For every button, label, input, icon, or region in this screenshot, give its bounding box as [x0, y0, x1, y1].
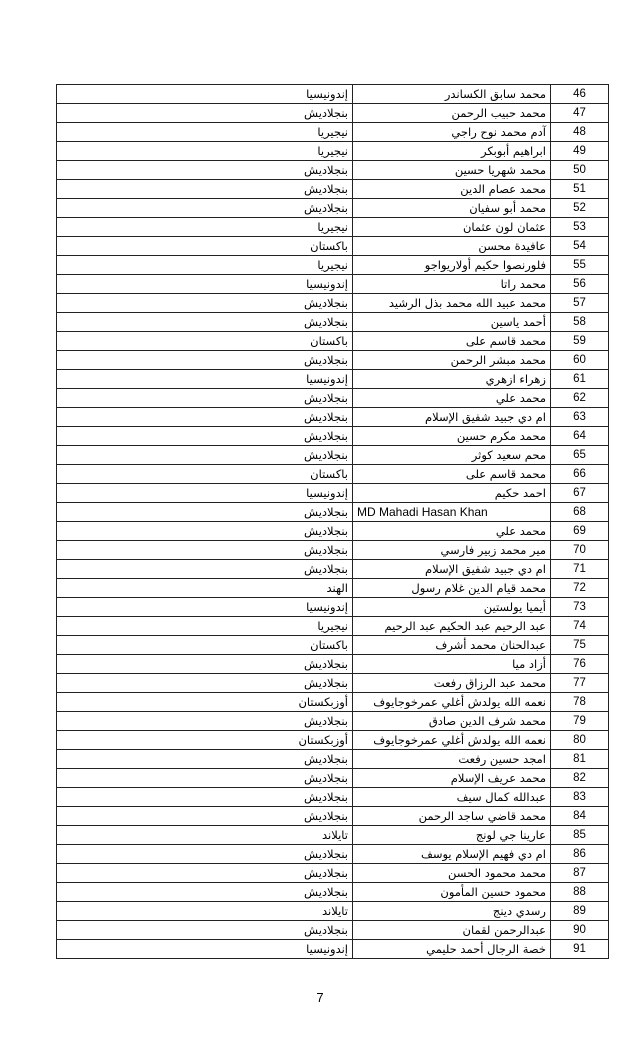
row-number-cell: 68 — [551, 503, 609, 522]
table-row — [57, 579, 609, 598]
table-row — [57, 598, 609, 617]
name-cell: محمد عريف الإسلام — [353, 769, 551, 788]
country-cell: بنجلاديش — [57, 560, 353, 579]
table-row — [57, 674, 609, 693]
name-cell: عبدالله كمال سيف — [353, 788, 551, 807]
country-cell: إندونيسيا — [57, 275, 353, 294]
name-cell: عافيدة محسن — [353, 237, 551, 256]
country-cell: بنجلاديش — [57, 313, 353, 332]
table-row — [57, 237, 609, 256]
table-row — [57, 427, 609, 446]
table-row — [57, 940, 609, 959]
table-row — [57, 655, 609, 674]
table-row — [57, 864, 609, 883]
row-number-cell: 83 — [551, 788, 609, 807]
table-row — [57, 769, 609, 788]
name-cell: محمد قاسم على — [353, 332, 551, 351]
country-cell: بنجلاديش — [57, 389, 353, 408]
table-row — [57, 484, 609, 503]
table-row — [57, 275, 609, 294]
name-cell: محمد عبيد الله محمد بذل الرشيد — [353, 294, 551, 313]
country-cell: تايلاند — [57, 826, 353, 845]
row-number-cell: 58 — [551, 313, 609, 332]
name-cell: محمد علي — [353, 522, 551, 541]
row-number-cell: 50 — [551, 161, 609, 180]
row-number-cell: 52 — [551, 199, 609, 218]
country-cell: بنجلاديش — [57, 712, 353, 731]
table-row — [57, 921, 609, 940]
name-cell: رسدي دينج — [353, 902, 551, 921]
row-number-cell: 63 — [551, 408, 609, 427]
row-number-cell: 64 — [551, 427, 609, 446]
name-cell: محم سعيد كوثر — [353, 446, 551, 465]
row-number-cell: 87 — [551, 864, 609, 883]
country-cell: إندونيسيا — [57, 940, 353, 959]
row-number-cell: 53 — [551, 218, 609, 237]
country-cell: بنجلاديش — [57, 427, 353, 446]
row-number-cell: 90 — [551, 921, 609, 940]
table-row — [57, 636, 609, 655]
row-number-cell: 79 — [551, 712, 609, 731]
table-row — [57, 826, 609, 845]
name-cell: نعمه الله يولدش أغلي عمرخوجايوف — [353, 731, 551, 750]
table-row — [57, 883, 609, 902]
row-number-cell: 59 — [551, 332, 609, 351]
table-row — [57, 750, 609, 769]
country-cell: نيجيريا — [57, 617, 353, 636]
country-cell: بنجلاديش — [57, 807, 353, 826]
table-row — [57, 541, 609, 560]
name-cell: أحمد ياسين — [353, 313, 551, 332]
country-cell: بنجلاديش — [57, 408, 353, 427]
table-row — [57, 180, 609, 199]
country-cell: بنجلاديش — [57, 541, 353, 560]
country-cell: بنجلاديش — [57, 864, 353, 883]
name-cell: محمد راتا — [353, 275, 551, 294]
row-number-cell: 55 — [551, 256, 609, 275]
country-cell: إندونيسيا — [57, 370, 353, 389]
name-cell: عارينا جي لونج — [353, 826, 551, 845]
row-number-cell: 88 — [551, 883, 609, 902]
table-row — [57, 161, 609, 180]
country-cell: بنجلاديش — [57, 199, 353, 218]
name-cell: محمد محمود الحسن — [353, 864, 551, 883]
table-row — [57, 465, 609, 484]
row-number-cell: 66 — [551, 465, 609, 484]
table-row — [57, 560, 609, 579]
row-number-cell: 51 — [551, 180, 609, 199]
name-cell: عبد الرحيم عبد الحكيم عبد الرحيم — [353, 617, 551, 636]
country-cell: بنجلاديش — [57, 769, 353, 788]
row-number-cell: 73 — [551, 598, 609, 617]
row-number-cell: 62 — [551, 389, 609, 408]
row-number-cell: 78 — [551, 693, 609, 712]
name-cell: زهراء ازهري — [353, 370, 551, 389]
row-number-cell: 56 — [551, 275, 609, 294]
row-number-cell: 65 — [551, 446, 609, 465]
name-cell: محمد قاضي ساجد الرحمن — [353, 807, 551, 826]
row-number-cell: 91 — [551, 940, 609, 959]
table-row — [57, 389, 609, 408]
name-cell: محمد قيام الدين غلام رسول — [353, 579, 551, 598]
name-cell: محمد علي — [353, 389, 551, 408]
row-number-cell: 49 — [551, 142, 609, 161]
name-cell: أزاد ميا — [353, 655, 551, 674]
participants-table-body — [57, 85, 609, 959]
country-cell: بنجلاديش — [57, 294, 353, 313]
name-cell: محمود حسين المأمون — [353, 883, 551, 902]
country-cell: بنجلاديش — [57, 788, 353, 807]
row-number-cell: 48 — [551, 123, 609, 142]
name-cell: فلورنصوا حكيم أولاريواجو — [353, 256, 551, 275]
country-cell: نيجيريا — [57, 218, 353, 237]
row-number-cell: 82 — [551, 769, 609, 788]
name-cell: عبدالرحمن لقمان — [353, 921, 551, 940]
table-row — [57, 693, 609, 712]
row-number-cell: 69 — [551, 522, 609, 541]
country-cell: نيجيريا — [57, 256, 353, 275]
row-number-cell: 85 — [551, 826, 609, 845]
name-cell: محمد حبيب الرحمن — [353, 104, 551, 123]
table-row — [57, 446, 609, 465]
row-number-cell: 47 — [551, 104, 609, 123]
row-number-cell: 81 — [551, 750, 609, 769]
country-cell: باكستان — [57, 465, 353, 484]
table-row — [57, 788, 609, 807]
name-cell: آدم محمد نوح راجي — [353, 123, 551, 142]
name-cell: ام دي جبيد شفيق الإسلام — [353, 560, 551, 579]
table-row — [57, 408, 609, 427]
table-row — [57, 370, 609, 389]
name-cell: احمد حكيم — [353, 484, 551, 503]
country-cell: باكستان — [57, 332, 353, 351]
table-row — [57, 199, 609, 218]
table-row — [57, 712, 609, 731]
country-cell: بنجلاديش — [57, 674, 353, 693]
name-cell: ام دي جبيد شفيق الإسلام — [353, 408, 551, 427]
name-cell: ابراهيم أبوبكر — [353, 142, 551, 161]
country-cell: بنجلاديش — [57, 522, 353, 541]
name-cell: امجد حسين رفعت — [353, 750, 551, 769]
name-cell: محمد عصام الدين — [353, 180, 551, 199]
table-row — [57, 104, 609, 123]
country-cell: أوزبكستان — [57, 731, 353, 750]
table-row — [57, 617, 609, 636]
row-number-cell: 75 — [551, 636, 609, 655]
country-cell: نيجيريا — [57, 123, 353, 142]
name-cell: مير محمد زبير فارسي — [353, 541, 551, 560]
country-cell: بنجلاديش — [57, 351, 353, 370]
row-number-cell: 77 — [551, 674, 609, 693]
name-cell: محمد مبشر الرحمن — [353, 351, 551, 370]
row-number-cell: 89 — [551, 902, 609, 921]
name-cell: محمد عبد الرزاق رفعت — [353, 674, 551, 693]
country-cell: بنجلاديش — [57, 921, 353, 940]
country-cell: بنجلاديش — [57, 655, 353, 674]
table-row — [57, 218, 609, 237]
row-number-cell: 60 — [551, 351, 609, 370]
country-cell: باكستان — [57, 636, 353, 655]
name-cell: محمد مكرم حسين — [353, 427, 551, 446]
table-row — [57, 731, 609, 750]
country-cell: أوزبكستان — [57, 693, 353, 712]
name-cell: محمد شرف الدين صادق — [353, 712, 551, 731]
page-number: 7 — [316, 990, 324, 1005]
row-number-cell: 71 — [551, 560, 609, 579]
country-cell: بنجلاديش — [57, 503, 353, 522]
name-cell: عثمان لون عثمان — [353, 218, 551, 237]
table-row — [57, 85, 609, 104]
country-cell: بنجلاديش — [57, 180, 353, 199]
row-number-cell: 76 — [551, 655, 609, 674]
name-cell: محمد شهريا حسين — [353, 161, 551, 180]
country-cell: بنجلاديش — [57, 104, 353, 123]
table-row — [57, 845, 609, 864]
name-cell: خصة الرجال أحمد حليمي — [353, 940, 551, 959]
table-row — [57, 123, 609, 142]
name-cell: محمد أبو سفيان — [353, 199, 551, 218]
country-cell: إندونيسيا — [57, 85, 353, 104]
row-number-cell: 72 — [551, 579, 609, 598]
row-number-cell: 67 — [551, 484, 609, 503]
country-cell: نيجيريا — [57, 142, 353, 161]
row-number-cell: 61 — [551, 370, 609, 389]
row-number-cell: 70 — [551, 541, 609, 560]
table-row — [57, 313, 609, 332]
row-number-cell: 80 — [551, 731, 609, 750]
country-cell: بنجلاديش — [57, 845, 353, 864]
table-row — [57, 351, 609, 370]
name-cell: عبدالحنان محمد أشرف — [353, 636, 551, 655]
country-cell: بنجلاديش — [57, 883, 353, 902]
row-number-cell: 84 — [551, 807, 609, 826]
row-number-cell: 57 — [551, 294, 609, 313]
table-row — [57, 256, 609, 275]
table-row — [57, 522, 609, 541]
country-cell: إندونيسيا — [57, 598, 353, 617]
country-cell: باكستان — [57, 237, 353, 256]
name-cell: أيميا يولستين — [353, 598, 551, 617]
country-cell: بنجلاديش — [57, 446, 353, 465]
table-row — [57, 902, 609, 921]
table-row — [57, 294, 609, 313]
country-cell: بنجلاديش — [57, 750, 353, 769]
row-number-cell: 54 — [551, 237, 609, 256]
name-cell: نعمه الله يولدش أغلي عمرخوجايوف — [353, 693, 551, 712]
country-cell: إندونيسيا — [57, 484, 353, 503]
row-number-cell: 46 — [551, 85, 609, 104]
participants-table — [56, 84, 609, 959]
table-row — [57, 503, 609, 522]
table-row — [57, 332, 609, 351]
name-cell: محمد قاسم على — [353, 465, 551, 484]
row-number-cell: 86 — [551, 845, 609, 864]
country-cell: تايلاند — [57, 902, 353, 921]
table-row — [57, 807, 609, 826]
name-cell: ام دي فهيم الإسلام يوسف — [353, 845, 551, 864]
name-cell: محمد سابق الكساندر — [353, 85, 551, 104]
row-number-cell: 74 — [551, 617, 609, 636]
country-cell: الهند — [57, 579, 353, 598]
table-row — [57, 142, 609, 161]
country-cell: بنجلاديش — [57, 161, 353, 180]
name-cell: MD Mahadi Hasan Khan — [353, 503, 551, 522]
